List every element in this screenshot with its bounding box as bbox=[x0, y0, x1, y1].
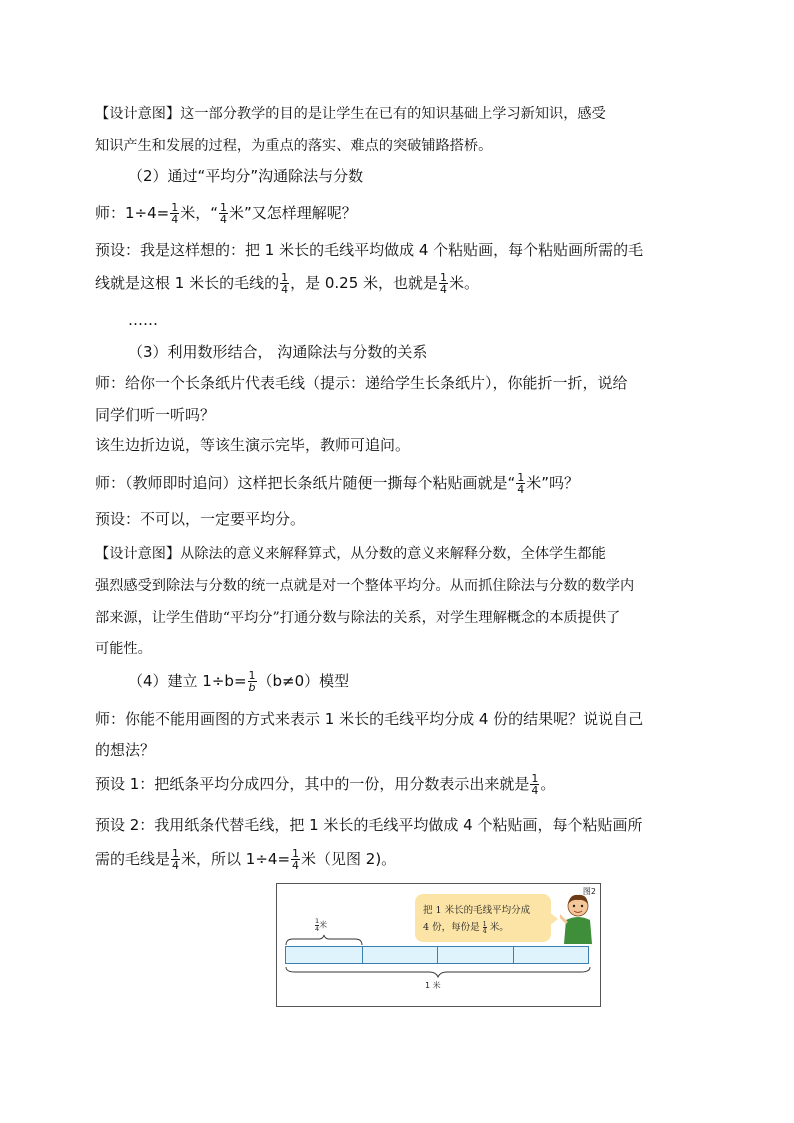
teacher-line-1 bbox=[95, 202, 705, 225]
text: 师：（教师即时追问）这样把长条纸片随便一撕每个粘贴画就是“ bbox=[95, 474, 516, 492]
text-line: 师：给你一个长条纸片代表毛线（提示：递给学生长条纸片），你能折一折，说给 bbox=[95, 374, 628, 392]
text-line: 预设：我是这样想的：把 1 米长的毛线平均做成 4 个粘贴画，每个粘贴画所需的毛 bbox=[95, 241, 644, 259]
text: 米（见图 2)。 bbox=[301, 850, 397, 868]
preset-line-3 bbox=[95, 773, 705, 796]
fraction-one-quarter: $\frac{1}{4}$ bbox=[292, 847, 300, 872]
boy-illustration bbox=[560, 892, 596, 944]
text-line: 预设 2：我用纸条代替毛线，把 1 米长的毛线平均做成 4 个粘贴画，每个粘贴画所 bbox=[95, 816, 643, 834]
text: 米”吗？ bbox=[526, 474, 580, 492]
preset-line-4 bbox=[95, 848, 705, 871]
design-intent-tag: 【设计意图】 bbox=[95, 106, 181, 122]
text: 米。 bbox=[449, 274, 480, 292]
text-line: 这一部分教学的目的是让学生在已有的知识基础上学习新知识，感受 bbox=[180, 106, 606, 122]
preset-line-1 bbox=[95, 272, 705, 295]
section-heading-4 bbox=[128, 670, 738, 693]
text: 米，所以 1÷4= bbox=[181, 850, 291, 868]
speech-bubble-tail bbox=[549, 912, 558, 926]
text-line: 部来源，让学生借助“平均分”打通分数与除法的关系，对学生理解概念的本质提供了 bbox=[95, 610, 621, 626]
text: 线就是这根 1 米长的毛线的 bbox=[95, 274, 280, 292]
bar-divider bbox=[362, 947, 363, 963]
fraction-one-quarter: $\frac{1}{4}$ bbox=[440, 271, 448, 296]
fraction-one-quarter: $\frac{1}{4}$ bbox=[315, 917, 320, 933]
quarter-label bbox=[315, 918, 327, 932]
text-line: 该生边折边说，等该生演示完毕，教师可追问。 bbox=[95, 436, 411, 454]
text: 米”又怎样理解呢？ bbox=[229, 204, 357, 222]
figure-2 bbox=[276, 883, 601, 1007]
text-line: 可能性。 bbox=[95, 641, 152, 657]
paper-strip-bar bbox=[285, 946, 589, 964]
section-heading-3: （3）利用数形结合， 沟通除法与分数的关系 bbox=[128, 343, 428, 361]
fraction-one-quarter: $\frac{1}{4}$ bbox=[482, 919, 487, 935]
section-heading-2: （2）通过“平均分”沟通除法与分数 bbox=[128, 167, 364, 185]
fraction-one-quarter: $\frac{1}{4}$ bbox=[517, 471, 525, 496]
bar-divider bbox=[437, 947, 438, 963]
text: 4 份，每份是 bbox=[423, 922, 480, 933]
text: 需的毛线是 bbox=[95, 850, 171, 868]
bar-divider bbox=[513, 947, 514, 963]
speech-bubble bbox=[415, 894, 551, 942]
text: 米 bbox=[319, 920, 328, 930]
ellipsis: …… bbox=[128, 311, 158, 329]
design-intent-tag: 【设计意图】 bbox=[95, 546, 181, 562]
total-length-label: 1 米 bbox=[425, 981, 441, 990]
design-intent-paragraph-2 bbox=[95, 544, 705, 564]
text-line: 强烈感受到除法与分数的统一点就是对一个整体平均分。从而抓住除法与分数的数学内 bbox=[95, 578, 635, 594]
text: ，是 0.25 米，也就是 bbox=[290, 274, 439, 292]
text: 预设 1：把纸条平均分成四分，其中的一份，用分数表示出来就是 bbox=[95, 775, 530, 793]
text: 师：1÷4= bbox=[95, 204, 170, 222]
text-line: 师：你能不能用画图的方式来表示 1 米长的毛线平均分成 4 份的结果呢？说说自己 bbox=[95, 710, 644, 728]
text: 米。 bbox=[489, 922, 509, 933]
text: （4）建立 1÷b= bbox=[128, 672, 247, 690]
fraction-one-quarter: $\frac{1}{4}$ bbox=[171, 201, 179, 226]
bubble-text-line bbox=[423, 919, 509, 935]
figure-label: 图2 bbox=[582, 887, 596, 896]
quarter-brace bbox=[285, 934, 363, 946]
fraction-one-quarter: $\frac{1}{4}$ bbox=[220, 201, 228, 226]
text-line: 同学们听一听吗？ bbox=[95, 406, 216, 424]
teacher-line-3 bbox=[95, 472, 705, 495]
text-line: 知识产生和发展的过程，为重点的落实、难点的突破铺路搭桥。 bbox=[95, 138, 493, 154]
text-line: 从除法的意义来解释算式，从分数的意义来解释分数，全体学生都能 bbox=[180, 546, 606, 562]
total-brace bbox=[285, 966, 591, 978]
fraction-one-quarter: $\frac{1}{4}$ bbox=[172, 847, 180, 872]
text-line: 预设：不可以，一定要平均分。 bbox=[95, 510, 306, 528]
text-line: 的想法？ bbox=[95, 741, 156, 759]
fraction-one-quarter: $\frac{1}{4}$ bbox=[531, 772, 539, 797]
text: 米，“ bbox=[180, 204, 219, 222]
design-intent-paragraph-1 bbox=[95, 104, 705, 124]
bubble-text-line: 把 1 米长的毛线平均分成 bbox=[423, 905, 531, 916]
text: （b≠0）模型 bbox=[257, 672, 350, 690]
text: 。 bbox=[540, 775, 556, 793]
fraction-one-quarter: $\frac{1}{4}$ bbox=[281, 271, 289, 296]
fraction-one-over-b: $\frac{1}{b}$ bbox=[248, 669, 256, 694]
